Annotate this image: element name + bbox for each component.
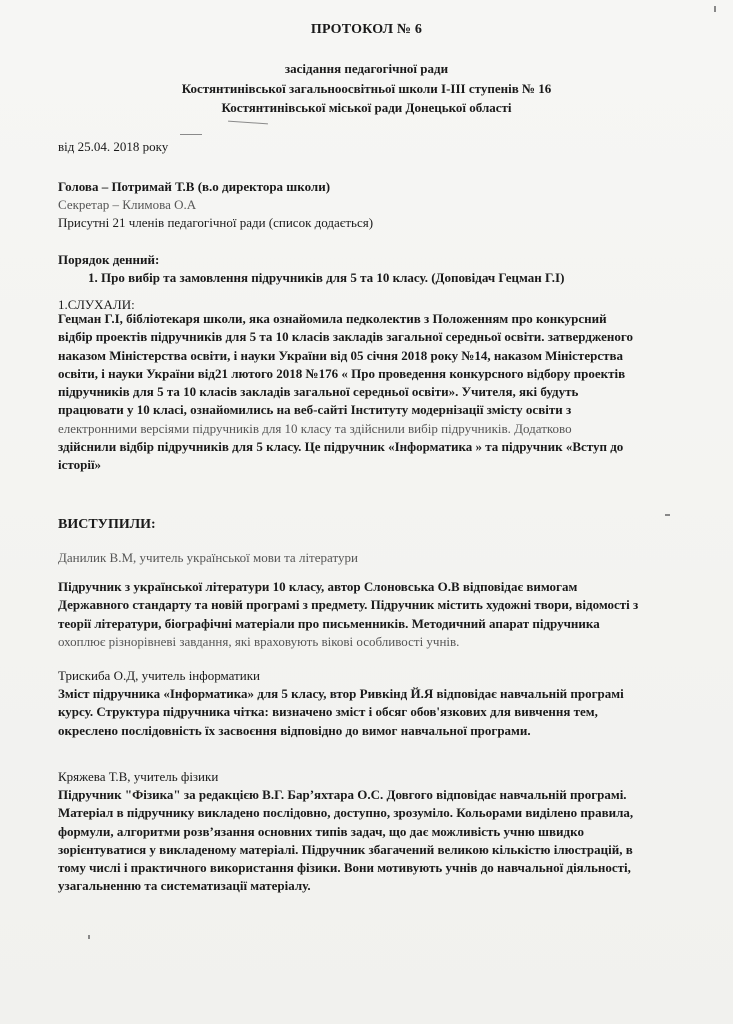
paragraph-line: тому числі і практичного використання фізики. Вони мотивують учнів до навчальної діяльності, <box>58 860 631 876</box>
speaker-name: Кряжева Т.В, учитель фізики <box>58 769 219 784</box>
paragraph-line: Матеріал в підручнику викладено послідовно, доступно, зрозуміло. Кольорами виділено правила, <box>58 805 634 821</box>
speaker-name: Трискиба О.Д, учитель інформатики <box>58 668 260 683</box>
paragraph-line: окреслено послідовність їх засвоєння відповідно до вимог навчальної програми. <box>58 722 531 738</box>
spoke-heading: ВИСТУПИЛИ: <box>58 517 156 532</box>
heard-paragraph <box>58 310 683 475</box>
paragraph-line: Підручник "Фізика" за редакцією В.Г. Бар’яхтара О.С. Довгого відповідає навчальній програмі. <box>58 787 627 802</box>
scan-mark <box>665 514 670 516</box>
paragraph-line: формули, алгоритми розв’язання основних типів задач, що дає можливість учню швидко <box>58 823 584 839</box>
scan-stroke <box>180 134 202 135</box>
paragraph-line: зорієнтуватися у викладеному матеріалі. Підручник збагачений великою кількістю ілюстрацій, в <box>58 841 633 857</box>
paragraph-line: Підручник з української літератури 10 класу, автор Слоновська О.В відповідає вимогам <box>58 579 578 594</box>
speaker-paragraph <box>58 685 683 740</box>
scan-mark <box>88 935 90 939</box>
paragraph-line: освіти, і науки України від21 лютого 2018 №176 « Про проведення конкурсного відбору проектів <box>58 365 626 381</box>
scan-mark <box>714 6 716 12</box>
paragraph-line: курсу. Структура підручника чітка: визначено зміст і обсяг обов'язкових для вивчення тем, <box>58 704 598 720</box>
paragraph-line: теорії літератури, біографічні матеріали про письменників. Методичний апарат підручника <box>58 615 600 631</box>
paragraph-line: відбір проектів підручників для 5 та 10 класів закладів загальної середньої освіти. затвердженого <box>58 329 633 345</box>
secretary-line: Секретар – Климова О.А <box>58 197 197 212</box>
paragraph-line: працювати у 10 класі, ознайомились на веб-сайті Інституту модернізації змісту освіти з <box>58 402 572 418</box>
paragraph-line: Зміст підручника «Інформатика» для 5 класу, втор Ривкінд Й.Я відповідає навчальній програмі <box>58 686 624 701</box>
chair-line: Голова – Потримай Т.В (в.о директора школи) <box>58 179 331 194</box>
agenda-item: 1. Про вибір та замовлення підручників для 5 та 10 класу. (Доповідач Гецман Г.І) <box>88 270 565 285</box>
header-line: засідання педагогічної ради <box>284 61 449 76</box>
paragraph-line: історії» <box>58 457 102 473</box>
speaker-paragraph <box>58 786 683 896</box>
paragraph-line: електронними версіями підручників для 10 класу та здійснили вибір підручників. Додатково <box>58 420 572 436</box>
document-title: ПРОТОКОЛ № 6 <box>310 22 423 37</box>
paragraph-line: Державного стандарту та новій програмі з предмету. Підручник містить художні твори, відомості з <box>58 597 639 613</box>
paragraph-line: охоплює різнорівневі завдання, які враховують вікові особливості учнів. <box>58 633 460 649</box>
scan-stroke <box>228 121 268 125</box>
heard-heading: 1.СЛУХАЛИ: <box>58 297 135 312</box>
protocol-date: від 25.04. 2018 року <box>58 139 169 154</box>
speaker-name: Данилик В.М, учитель української мови та літератури <box>58 550 358 565</box>
header-line: Костянтинівської загальноосвітньої школи І-ІІІ ступенів № 16 <box>181 81 552 96</box>
paragraph-line: Гецман Г.І, бібліотекаря школи, яка ознайомила педколектив з Положенням про конкурсний <box>58 311 607 326</box>
header-line: Костянтинівської міської ради Донецької області <box>221 100 512 115</box>
present-line: Присутні 21 членів педагогічної ради (список додається) <box>58 215 374 230</box>
speaker-paragraph <box>58 578 683 651</box>
paragraph-line: підручників для 5 та 10 класів закладів загальної середньої освіти». Учителя, які будуть <box>58 384 579 400</box>
paragraph-line: наказом Міністерства освіти, і науки України від 05 січня 2018 року №14, наказом Міністерства <box>58 347 623 363</box>
paragraph-line: узагальненню та систематизації матеріалу. <box>58 878 311 894</box>
agenda-heading: Порядок денний: <box>58 252 160 267</box>
paragraph-line: здійснили відбір підручників для 5 класу. Це підручник «Інформатика » та підручник «Вступ до <box>58 439 624 455</box>
